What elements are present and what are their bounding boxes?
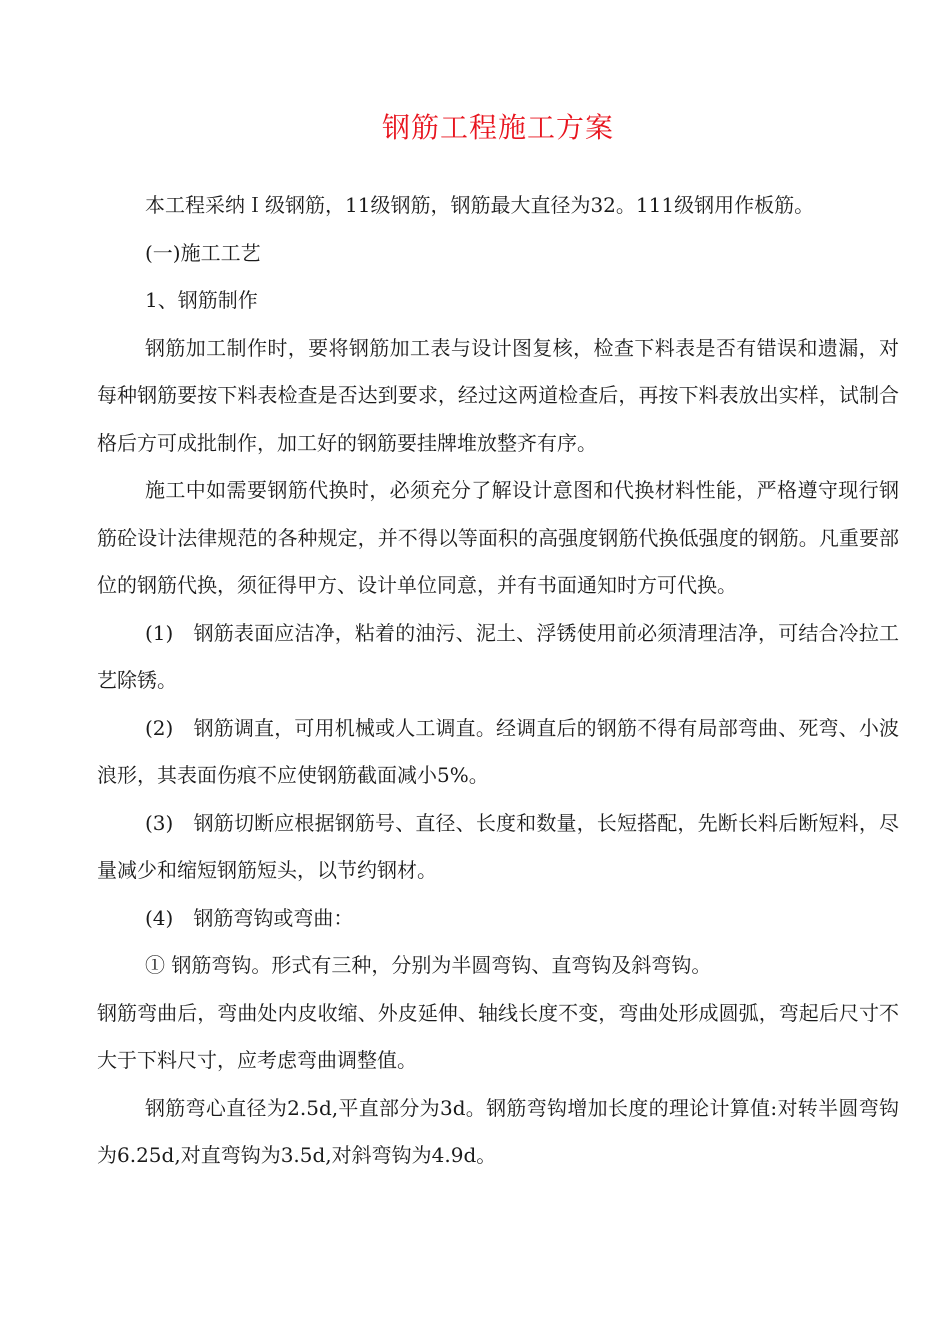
document-body [97, 182, 899, 1180]
list-item-1-surface: (1) 钢筋表面应洁净，粘着的油污、泥土、浮锈使用前必须清理洁净，可结合冷拉工艺除锈。 [97, 620, 899, 692]
sub-item-1-hooks: ① 钢筋弯钩。形式有三种，分别为半圆弯钩、直弯钩及斜弯钩。 [145, 953, 712, 977]
section-heading-process: (一)施工工艺 [145, 240, 261, 265]
list-item-4-bending: (4) 钢筋弯钩或弯曲： [145, 905, 354, 930]
paragraph-intro: 本工程采纳Ｉ级钢筋，11级钢筋，钢筋最大直径为32。111级钢用作板筋。 [145, 193, 815, 217]
list-item-3-cutting: (3) 钢筋切断应根据钢筋号、直径、长度和数量，长短搭配，先断长料后断短料，尽量减少和缩短钢筋短头，以节约钢材。 [97, 810, 899, 882]
paragraph-hook-calculation: 钢筋弯心直径为2.5d,平直部分为3d。钢筋弯钩增加长度的理论计算值:对转半圆弯钩为6.25d,对直弯钩为3.5d,对斜弯钩为4.9d。 [97, 1095, 899, 1167]
paragraph-bending-effect: 钢筋弯曲后，弯曲处内皮收缩、外皮延伸、轴线长度不变，弯曲处形成圆弧，弯起后尺寸不大于下料尺寸，应考虑弯曲调整值。 [97, 1000, 899, 1072]
paragraph-fabrication: 钢筋加工制作时，要将钢筋加工表与设计图复核，检查下料表是否有错误和遗漏，对每种钢筋要按下料表检查是否达到要求，经过这两道检查后，再按下料表放出实样，试制合格后方可成批制作，加工好的钢筋要挂牌堆放整齐有序。 [97, 335, 899, 455]
paragraph-substitution: 施工中如需要钢筋代换时，必须充分了解设计意图和代换材料性能，严格遵守现行钢筋砼设计法律规范的各种规定，并不得以等面积的高强度钢筋代换低强度的钢筋。凡重要部位的钢筋代换，须征得甲方、设计单位同意，并有书面通知时方可代换。 [97, 478, 899, 597]
document-title: 钢筋工程施工方案 [381, 111, 614, 144]
list-item-2-straightening: (2) 钢筋调直，可用机械或人工调直。经调直后的钢筋不得有局部弯曲、死弯、小波浪形，其表面伤痕不应使钢筋截面减小5%。 [97, 715, 899, 787]
subsection-heading-fabrication: 1、钢筋制作 [145, 288, 258, 312]
